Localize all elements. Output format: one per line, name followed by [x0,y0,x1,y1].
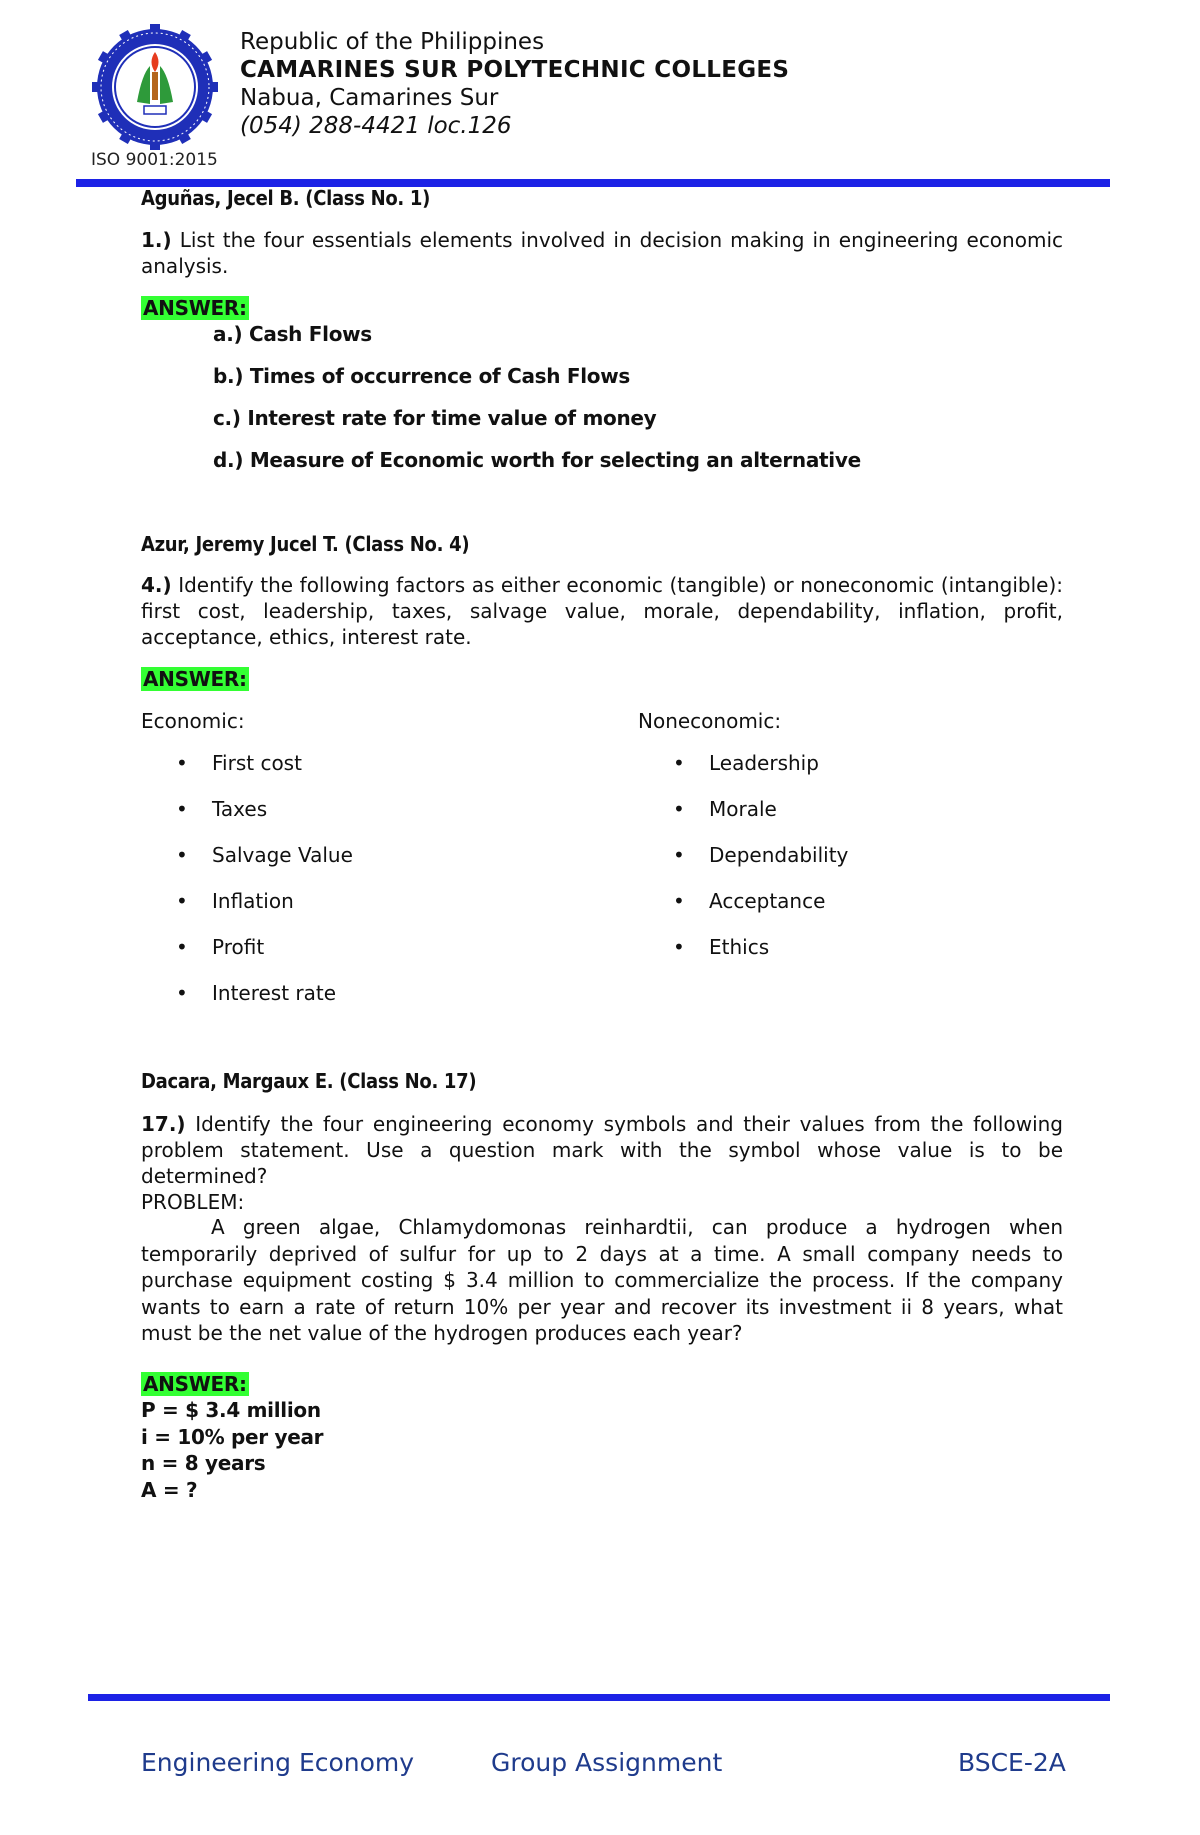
bullet-icon: • [673,935,685,959]
answer-item: c.) Interest rate for time value of money [213,406,657,430]
footer-course: Engineering Economy [141,1748,415,1777]
question-1 [141,227,1063,279]
question-number: 4.) [141,573,172,597]
question-text: List the four essentials elements involved in decision making in engineering economic analysis. [141,228,1063,278]
economic-label: Economic: [141,709,245,733]
question-text: Identify the following factors as either economic (tangible) or noneconomic (intangible): first cost, leadership, taxes, salvage value, morale, dependability, inflation, profit, acceptance, ethics, interest rate. [141,573,1063,649]
answer-label: ANSWER: [143,296,247,320]
bullet-icon: • [673,843,685,867]
bullet-icon: • [176,935,188,959]
footer-section: BSCE-2A [958,1748,1066,1777]
answer-label: ANSWER: [143,667,247,691]
noneconomic-label: Noneconomic: [638,709,782,733]
answer-label: ANSWER: [143,1372,247,1396]
bullet-icon: • [176,843,188,867]
college-phone: (054) 288-4421 loc.126 [240,113,512,139]
question-text: Identify the four engineering economy symbols and their values from the following problem statement. Use a question mark with the symbol whose value is to be determined? [141,1112,1063,1188]
bullet-icon: • [176,797,188,821]
republic-line: Republic of the Philippines [240,29,545,55]
answer-item: d.) Measure of Economic worth for selecting an alternative [213,448,861,472]
value-line: i = 10% per year [141,1424,324,1449]
student-name-3: Dacara, Margaux E. (Class No. 17) [141,1069,477,1093]
college-location: Nabua, Camarines Sur [240,85,499,111]
answer-item: b.) Times of occurrence of Cash Flows [213,364,631,388]
value-line: P = $ 3.4 million [141,1398,321,1422]
answer-item: a.) Cash Flows [213,322,372,346]
question-17 [141,1111,1063,1189]
answer-label-1 [141,296,1063,320]
value-line: A = ? [141,1477,198,1502]
problem-label: PROBLEM: [141,1190,245,1214]
bullet-icon: • [176,889,188,913]
bullet-icon: • [673,751,685,775]
student-name-2: Azur, Jeremy Jucel T. (Class No. 4) [141,532,470,556]
bullet-icon: • [176,751,188,775]
problem-statement: A green algae, Chlamydomonas reinhardtii, can produce a hydrogen when temporarily deprived of sulfur for up to 2 days at a time. A small company needs to purchase equipment costing $ 3.4 million to commercialize the process. If the company wants to earn a rate of return 10% per year and recover its investment ii 8 years, what must be the net value of the hydrogen produces each year? [141,1215,1063,1345]
value-line: n = 8 years [141,1451,266,1475]
bullet-icon: • [673,889,685,913]
college-name: CAMARINES SUR POLYTECHNIC COLLEGES [240,57,790,83]
footer-assignment-type: Group Assignment [491,1748,723,1777]
question-number: 1.) [141,228,172,252]
answer-values [141,1397,1063,1503]
bullet-icon: • [673,797,685,821]
document-page: ISO 9001:2015 Republic of the Philippines CAMARINES SUR POLYTECHNIC COLLEGES Nabua, Camarines Sur (054) 288-4421 loc.126 Aguñas, Jecel B. (Class No. 1) 1.) List the four essentials elements involved in decision making in engineering economic analysis. ANSWER: a.) Cash Flows b.) Times of occurrence of Cash Flows c.) Interest rate for time value of money d.) Measure of Economic worth for selecting an alternative Azur, Jeremy Jucel T. (Class No. 4) 4.) Identify the following factors as either economic (tangible) or noneconomic (intangible): first cost, leadership, taxes, salvage value, morale, dependability, inflation, profit, acceptance, ethics, interest rate. ANSWER: Economic: Noneconomic: • First cost • Taxes • Salvage Value • Inflation • Profit • Interest rate • Leadership • Morale • Dependability • Acceptance • Ethics Dacara, Margaux E. (Class No. 17) 17.) Identify the four engineering economy symbols and their values from the following problem statement. Use a question mark with the symbol whose value is to be determined? PROBLEM: A green algae, Chlamydomonas reinhardtii, can produce a hydrogen when temporarily deprived of sulfur for up to 2 days at a time. A small company needs to purchase equipment costing $ 3.4 million to commercialize the process. If the company wants to earn a rate of return 10% per year and recover its investment ii 8 years, what must be the net value of the hydrogen produces each year? ANSWER: P = $ 3.4 million i = 10% per year n = 8 years A = ? Engineering Economy Group Assignment BSCE-2A [0,0,1200,1835]
letterhead [240,28,789,140]
answer-label-2 [141,667,1063,691]
bullet-icon: • [176,981,188,1005]
college-seal-logo [92,24,218,150]
footer-rule [88,1694,1110,1701]
student-name-1: Aguñas, Jecel B. (Class No. 1) [141,186,431,210]
question-4 [141,572,1063,650]
iso-certification: ISO 9001:2015 [91,150,218,170]
answer-label-3 [141,1372,1063,1396]
question-number: 17.) [141,1112,186,1136]
